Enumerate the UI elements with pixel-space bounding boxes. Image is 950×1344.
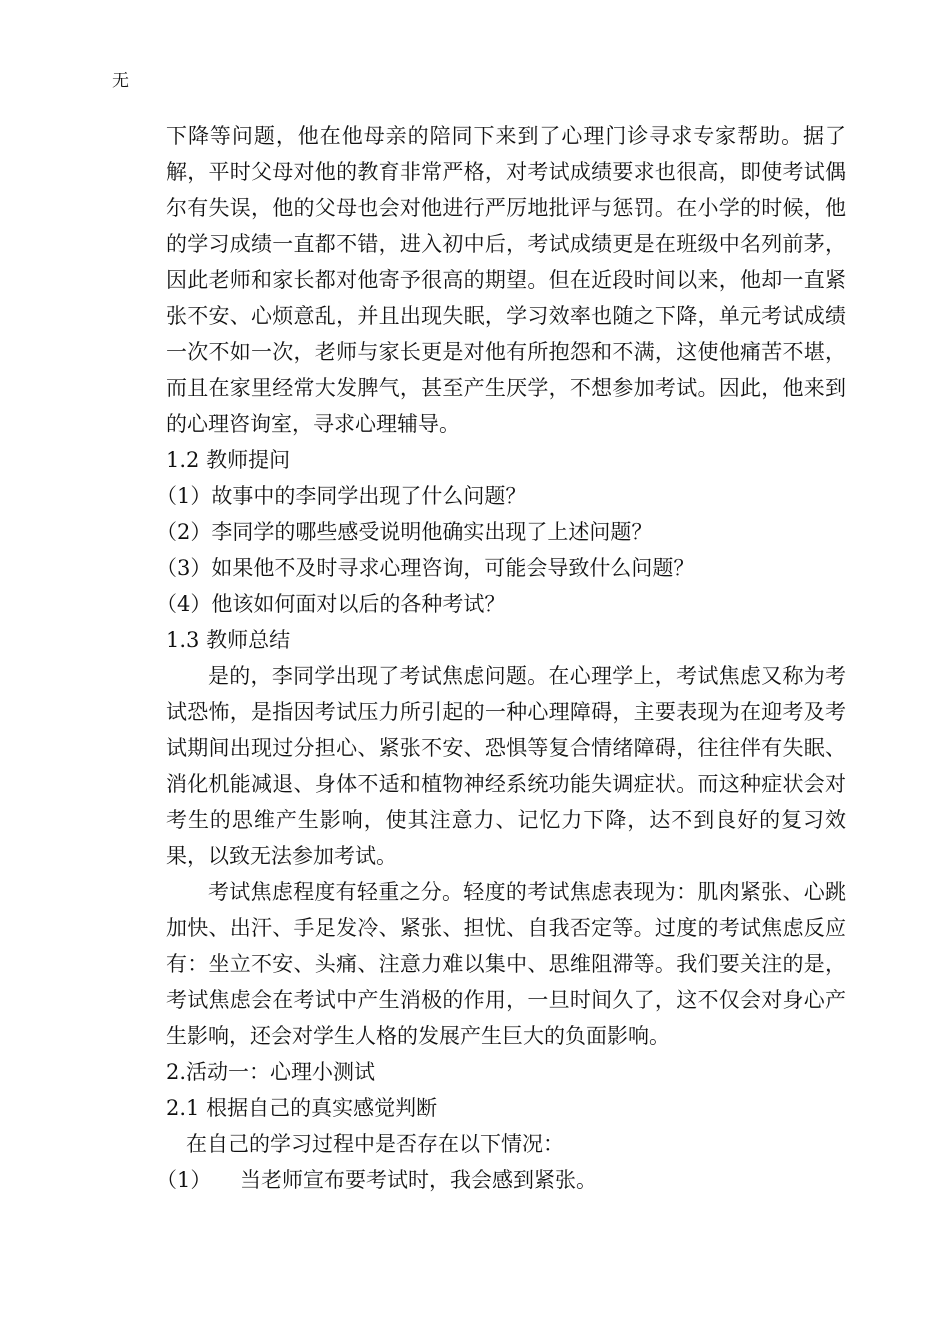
summary-paragraph-1: 是的，李同学出现了考试焦虑问题。在心理学上，考试焦虑又称为考试恐怖，是指因考试压力所引起的一种心理障碍，主要表现为在迎考及考试期间出现过分担心、紧张不安、恐惧等复合情绪障碍，往往伴有失眠、消化机能减退、身体不适和植物神经系统功能失调症状。而这种症状会对考生的思维产生影响，使其注意力、记忆力下降，达不到良好的复习效果，以致无法参加考试。 — [166, 664, 846, 868]
page-header: 无 — [112, 71, 129, 91]
document-body — [156, 118, 846, 1198]
question-item: （4）他该如何面对以后的各种考试？ — [156, 592, 506, 616]
question-item: （3）如果他不及时寻求心理咨询，可能会导致什么问题？ — [156, 556, 695, 580]
test-intro: 在自己的学习过程中是否存在以下情况： — [186, 1132, 564, 1156]
question-item: （2）李同学的哪些感受说明他确实出现了上述问题？ — [156, 520, 653, 544]
section-heading-2-1: 2.1 根据自己的真实感觉判断 — [166, 1096, 438, 1120]
case-paragraph: 下降等问题，他在他母亲的陪同下来到了心理门诊寻求专家帮助。据了解，平时父母对他的教育非常严格，对考试成绩要求也很高，即使考试偶尔有失误，他的父母也会对他进行严厉地批评与惩罚。在小学的时候，他的学习成绩一直都不错，进入初中后，考试成绩更是在班级中名列前茅，因此老师和家长都对他寄予很高的期望。但在近段时间以来，他却一直紧张不安、心烦意乱，并且出现失眠，学习效率也随之下降，单元考试成绩一次不如一次，老师与家长更是对他有所抱怨和不满，这使他痛苦不堪，而且在家里经常大发脾气，甚至产生厌学，不想参加考试。因此，他来到的心理咨询室，寻求心理辅导。 — [166, 124, 846, 436]
test-item — [156, 1162, 846, 1198]
test-item-number: （1） — [156, 1168, 212, 1192]
summary-paragraph-2: 考试焦虑程度有轻重之分。轻度的考试焦虑表现为：肌肉紧张、心跳加快、出汗、手足发冷、紧张、担忧、自我否定等。过度的考试焦虑反应有：坐立不安、头痛、注意力难以集中、思维阻滞等。我们要关注的是，考试焦虑会在考试中产生消极的作用，一旦时间久了，这不仅会对身心产生影响，还会对学生人格的发展产生巨大的负面影响。 — [166, 880, 846, 1048]
question-item: （1）故事中的李同学出现了什么问题？ — [156, 484, 527, 508]
section-heading-1-2: 1.2 教师提问 — [166, 448, 291, 472]
test-item-text: 当老师宣布要考试时，我会感到紧张。 — [240, 1168, 597, 1192]
section-heading-1-3: 1.3 教师总结 — [166, 628, 291, 652]
section-heading-2: 2.活动一：心理小测试 — [166, 1060, 376, 1084]
